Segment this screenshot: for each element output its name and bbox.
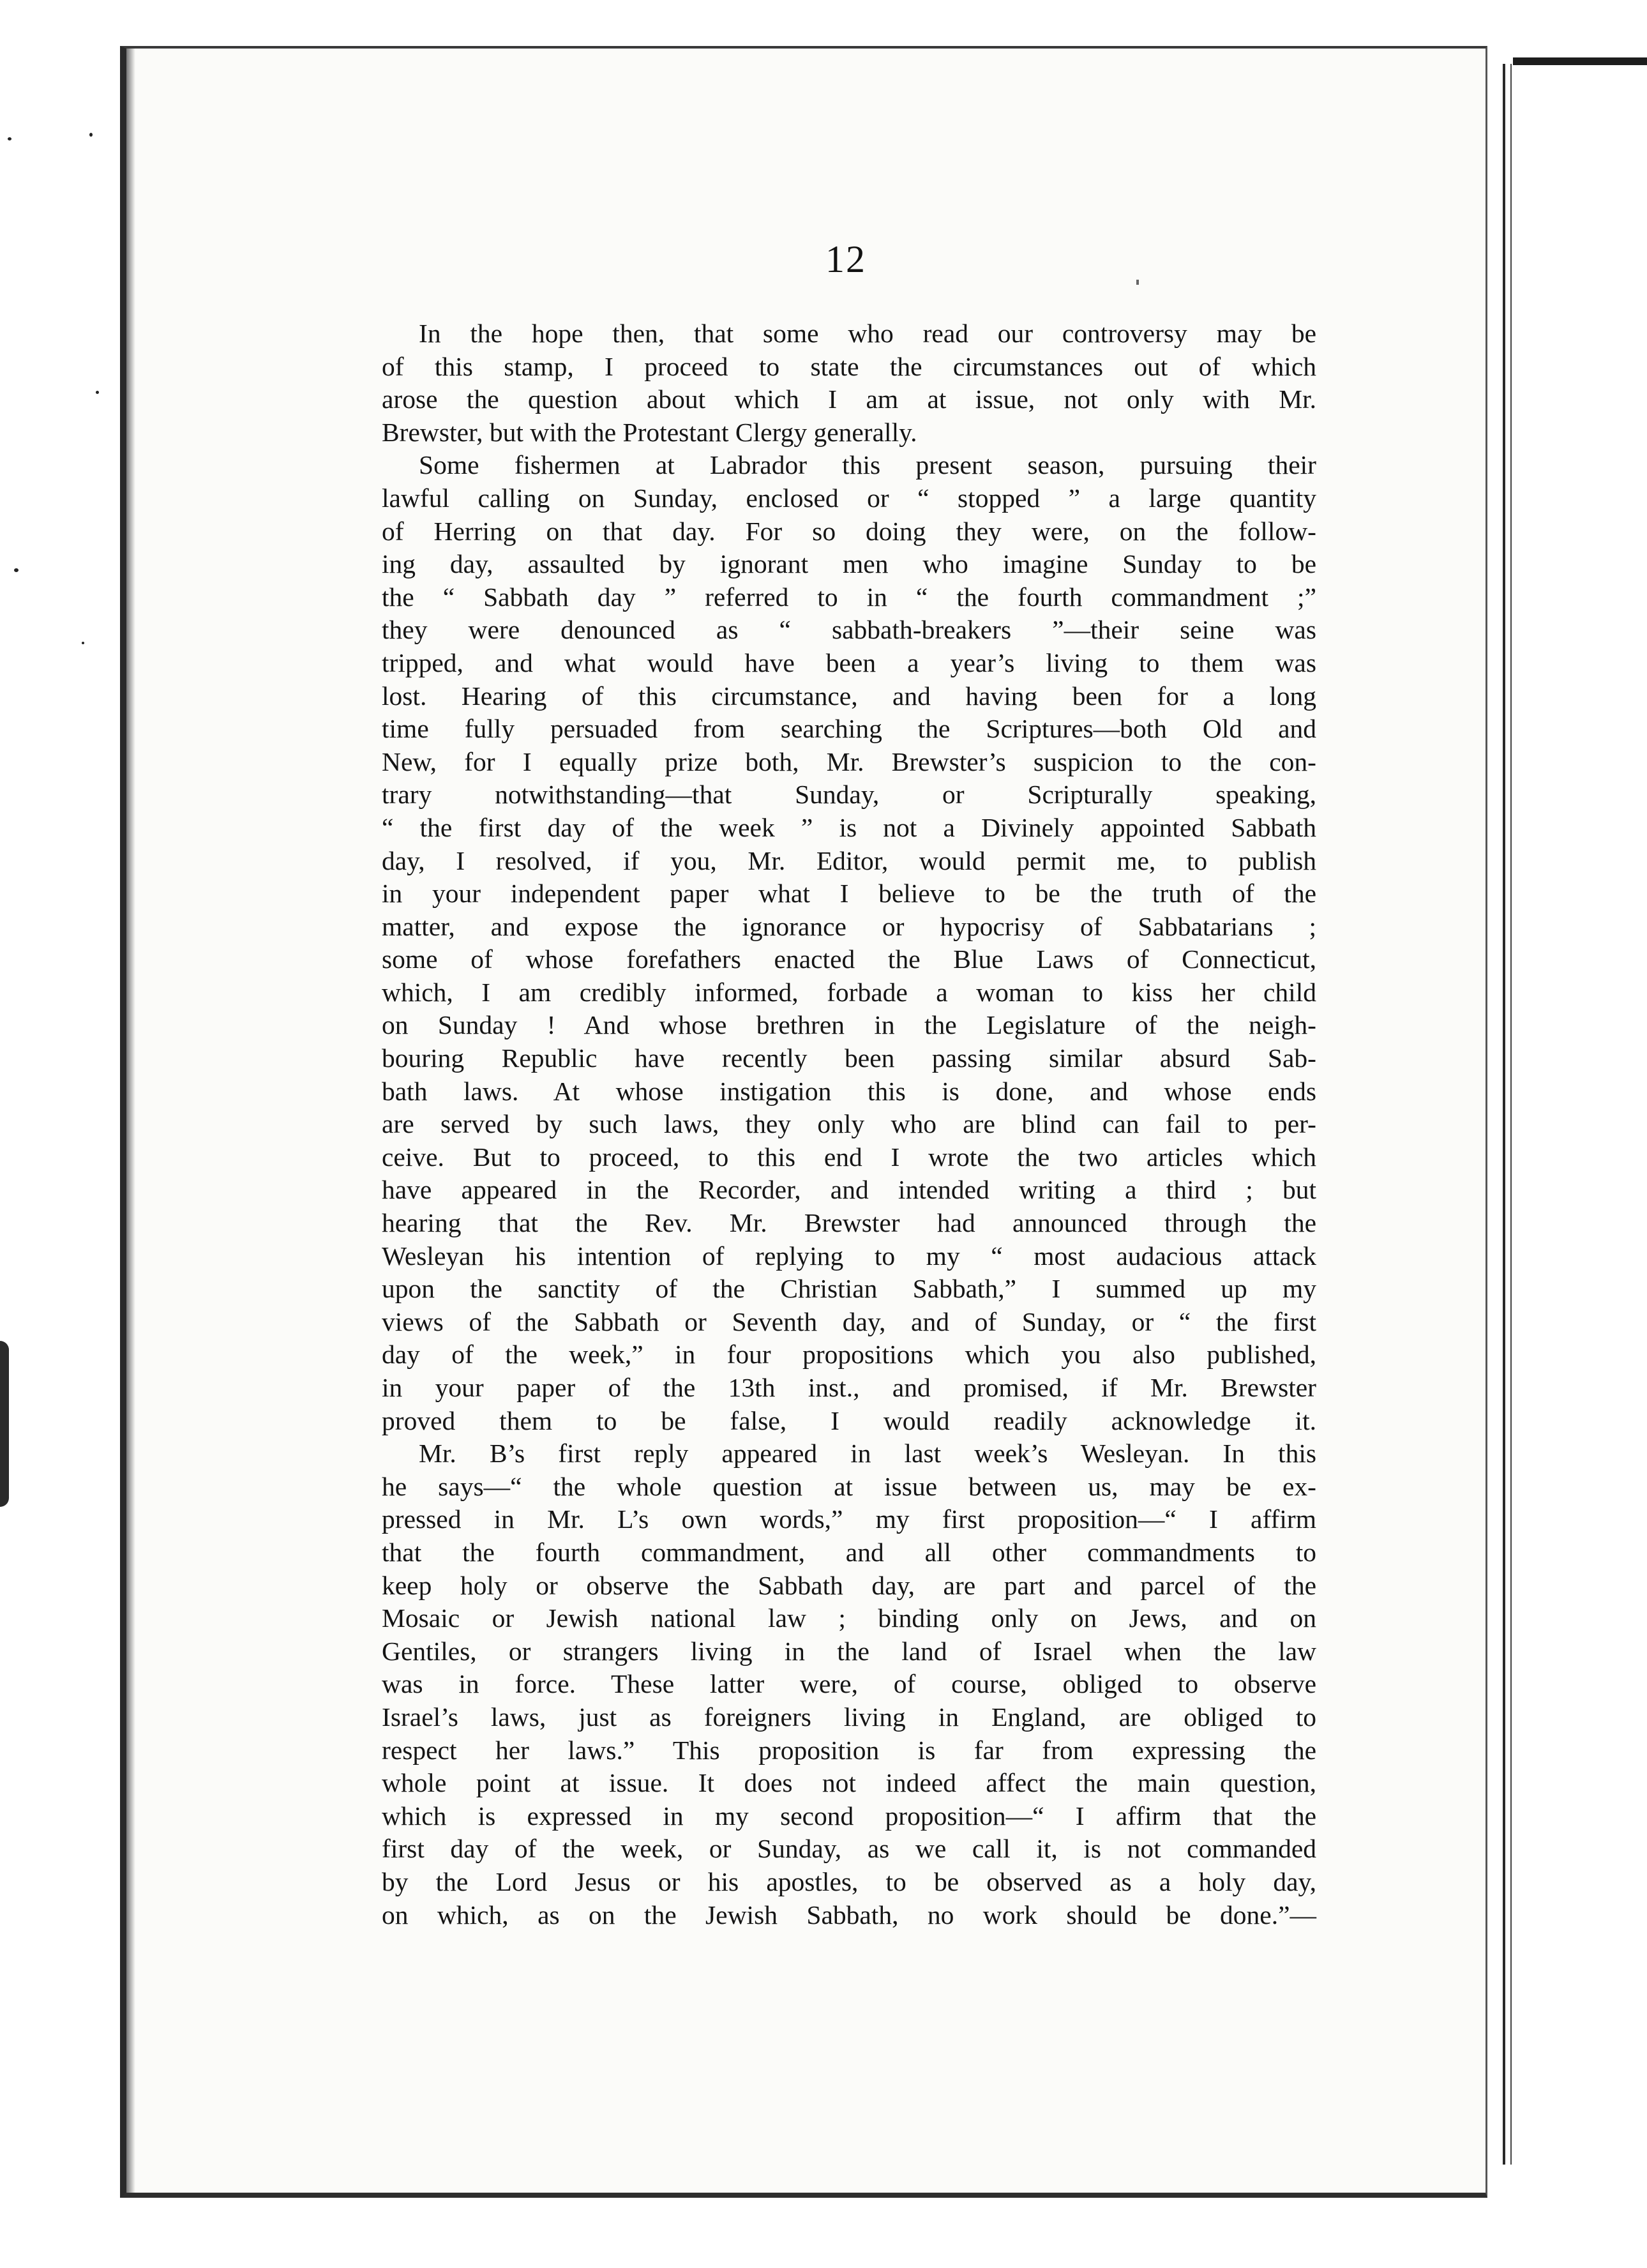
text-line: bath laws. At whose instigation this is done, and whose ends — [382, 1076, 1316, 1106]
text-line: which is expressed in my second proposition—“ I affirm that the — [382, 1801, 1316, 1831]
text-line: Some fishermen at Labrador this present season, pursuing their — [419, 450, 1316, 480]
next-leaf-top-edge — [1513, 57, 1647, 65]
text-line: proved them to be false, I would readily acknowledge it. — [382, 1405, 1316, 1435]
text-line: Mr. B’s first reply appeared in last week’s Wesleyan. In this — [419, 1439, 1316, 1469]
text-line: in your independent paper what I believe to be the truth of the — [382, 879, 1316, 909]
text-line: that the fourth commandment, and all other commandments to — [382, 1537, 1316, 1567]
text-line: by the Lord Jesus or his apostles, to be observed as a holy day, — [382, 1866, 1316, 1896]
page-number: 12 — [825, 238, 866, 280]
text-line: Gentiles, or strangers living in the land of Israel when the law — [382, 1636, 1316, 1666]
text-line: pressed in Mr. L’s own words,” my first proposition—“ I affirm — [382, 1504, 1316, 1534]
text-line: day of the week,” in four propositions which you also published, — [382, 1340, 1316, 1370]
text-line: views of the Sabbath or Seventh day, and of Sunday, or “ the first — [382, 1306, 1316, 1336]
text-line: lost. Hearing of this circumstance, and having been for a long — [382, 681, 1316, 711]
text-line: which, I am credibly informed, forbade a woman to kiss her child — [382, 977, 1316, 1007]
text-line: arose the question about which I am at issue, not only with Mr. — [382, 384, 1316, 414]
body-text — [382, 317, 1316, 1932]
text-line: “ the first day of the week ” is not a Divinely appointed Sabbath — [382, 812, 1316, 842]
text-line: of Herring on that day. For so doing they were, on the follow- — [382, 516, 1316, 546]
text-line: on Sunday ! And whose brethren in the Legislature of the neigh- — [382, 1010, 1316, 1040]
next-leaf-edge — [1503, 64, 1512, 2165]
page-gutter-shadow — [126, 49, 135, 2193]
text-line: In the hope then, that some who read our controversy may be — [419, 319, 1316, 348]
text-line: tripped, and what would have been a year’s living to them was — [382, 647, 1316, 677]
text-line: day, I resolved, if you, Mr. Editor, would permit me, to publish — [382, 845, 1316, 875]
scan-mark — [1136, 280, 1139, 285]
text-line: hearing that the Rev. Mr. Brewster had announced through the — [382, 1208, 1316, 1238]
text-line: Mosaic or Jewish national law ; binding only on Jews, and on — [382, 1603, 1316, 1633]
text-line: the “ Sabbath day ” referred to in “ the fourth commandment ;” — [382, 582, 1316, 612]
text-line: first day of the week, or Sunday, as we call it, is not commanded — [382, 1834, 1316, 1864]
text-line: trary notwithstanding—that Sunday, or Scripturally speaking, — [382, 780, 1316, 810]
text-line: Brewster, but with the Protestant Clergy generally. — [382, 417, 917, 447]
text-line: on which, as on the Jewish Sabbath, no work should be done.”— — [382, 1900, 1316, 1930]
text-line: keep holy or observe the Sabbath day, are part and parcel of the — [382, 1570, 1316, 1600]
text-line: whole point at issue. It does not indeed affect the main question, — [382, 1768, 1316, 1798]
text-line: ceive. But to proceed, to this end I wrote the two articles which — [382, 1142, 1316, 1172]
text-line: of this stamp, I proceed to state the circumstances out of which — [382, 351, 1316, 381]
text-line: Wesleyan his intention of replying to my “ most audacious attack — [382, 1241, 1316, 1271]
text-line: they were denounced as “ sabbath-breakers ”—their seine was — [382, 615, 1316, 645]
text-line: matter, and expose the ignorance or hypocrisy of Sabbatarians ; — [382, 911, 1316, 941]
text-line: time fully persuaded from searching the Scriptures—both Old and — [382, 714, 1316, 744]
text-line: was in force. These latter were, of course, obliged to observe — [382, 1669, 1316, 1699]
text-line: are served by such laws, they only who are blind can fail to per- — [382, 1109, 1316, 1139]
scan-left-shadow — [0, 1341, 9, 1507]
text-line: ing day, assaulted by ignorant men who imagine Sunday to be — [382, 549, 1316, 579]
text-line: upon the sanctity of the Christian Sabbath,” I summed up my — [382, 1274, 1316, 1304]
text-line: some of whose forefathers enacted the Blue Laws of Connecticut, — [382, 944, 1316, 974]
text-line: have appeared in the Recorder, and intended writing a third ; but — [382, 1175, 1316, 1205]
text-line: he says—“ the whole question at issue between us, may be ex- — [382, 1471, 1316, 1501]
text-line: bouring Republic have recently been passing similar absurd Sab- — [382, 1043, 1316, 1073]
text-line: Israel’s laws, just as foreigners living in England, are obliged to — [382, 1702, 1316, 1732]
text-line: in your paper of the 13th inst., and promised, if Mr. Brewster — [382, 1373, 1316, 1402]
text-line: lawful calling on Sunday, enclosed or “ stopped ” a large quantity — [382, 483, 1316, 513]
text-line: respect her laws.” This proposition is far from expressing the — [382, 1735, 1316, 1765]
text-line: New, for I equally prize both, Mr. Brewster’s suspicion to the con- — [382, 746, 1316, 776]
